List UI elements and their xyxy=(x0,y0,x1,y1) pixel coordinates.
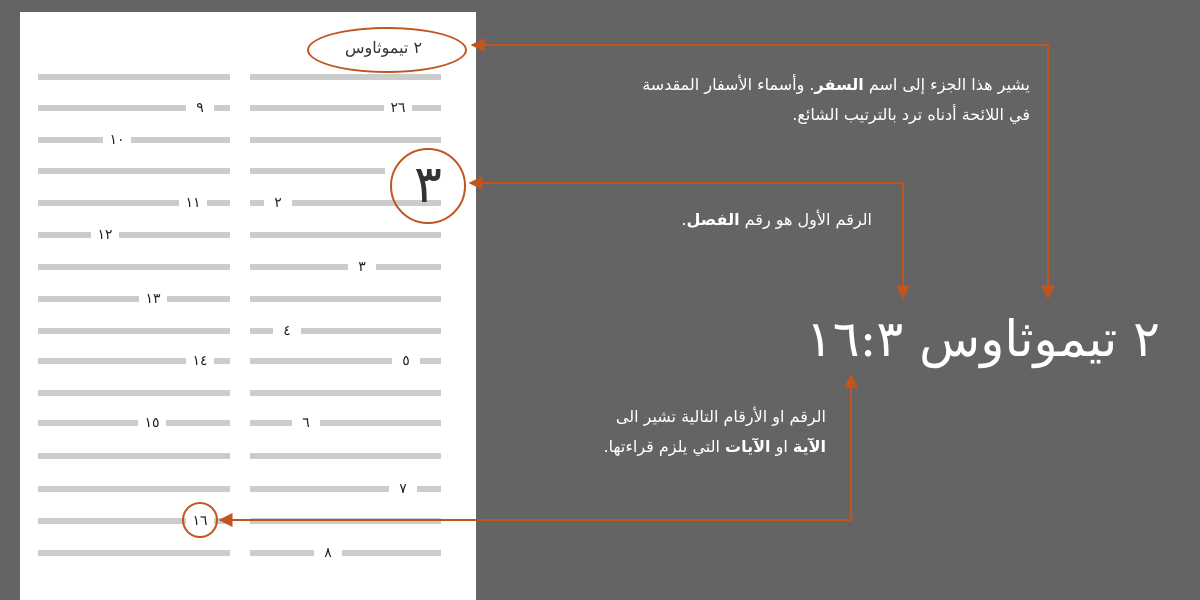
verse-number-right: ٧ xyxy=(399,481,407,497)
chapter-number: ٣ xyxy=(414,155,442,215)
verse-annotation-line1: الرقم او الأرقام التالية تشير الى xyxy=(615,407,826,426)
verse-number-right: ٦ xyxy=(302,415,310,431)
chapter-arrow xyxy=(470,183,903,298)
verse-number-right: ٥ xyxy=(402,353,410,369)
verse-number-right: ٨ xyxy=(324,545,332,561)
book-annotation-line1: يشير هذا الجزء إلى اسم السفر. وأسماء الأسفار المقدسة xyxy=(642,75,1030,94)
scripture-reference: ٢ تيموثاوس ١٦:٣ xyxy=(805,310,1160,368)
verse-number-right: ٣ xyxy=(358,259,366,275)
book-header: ٢ تيموثاوس xyxy=(345,38,423,57)
verse-number-right: ٢٦ xyxy=(390,100,406,116)
verse-number-left: ١٢ xyxy=(97,227,113,243)
verse-number-left: ١٦ xyxy=(192,513,208,529)
verse-number-right: ٤ xyxy=(283,323,291,339)
book-annotation-line2: في اللائحة أدناه ترد بالترتيب الشائع. xyxy=(792,105,1030,124)
verse-annotation-line2: الآية او الآيات التي يلزم قراءتها. xyxy=(603,437,826,456)
verse-number-right: ٢ xyxy=(274,195,282,211)
verse-number-left: ١٣ xyxy=(145,291,161,307)
verse-number-left: ١٠ xyxy=(109,132,125,148)
verse-number-left: ٩ xyxy=(196,100,204,116)
verse-number-left: ١٥ xyxy=(144,415,160,431)
verse-number-left: ١٤ xyxy=(192,353,208,369)
book-annotation xyxy=(510,70,1030,130)
chapter-annotation: الرقم الأول هو رقم الفصل. xyxy=(681,210,872,229)
verse-number-left: ١١ xyxy=(185,195,201,211)
verse-annotation xyxy=(500,402,826,462)
